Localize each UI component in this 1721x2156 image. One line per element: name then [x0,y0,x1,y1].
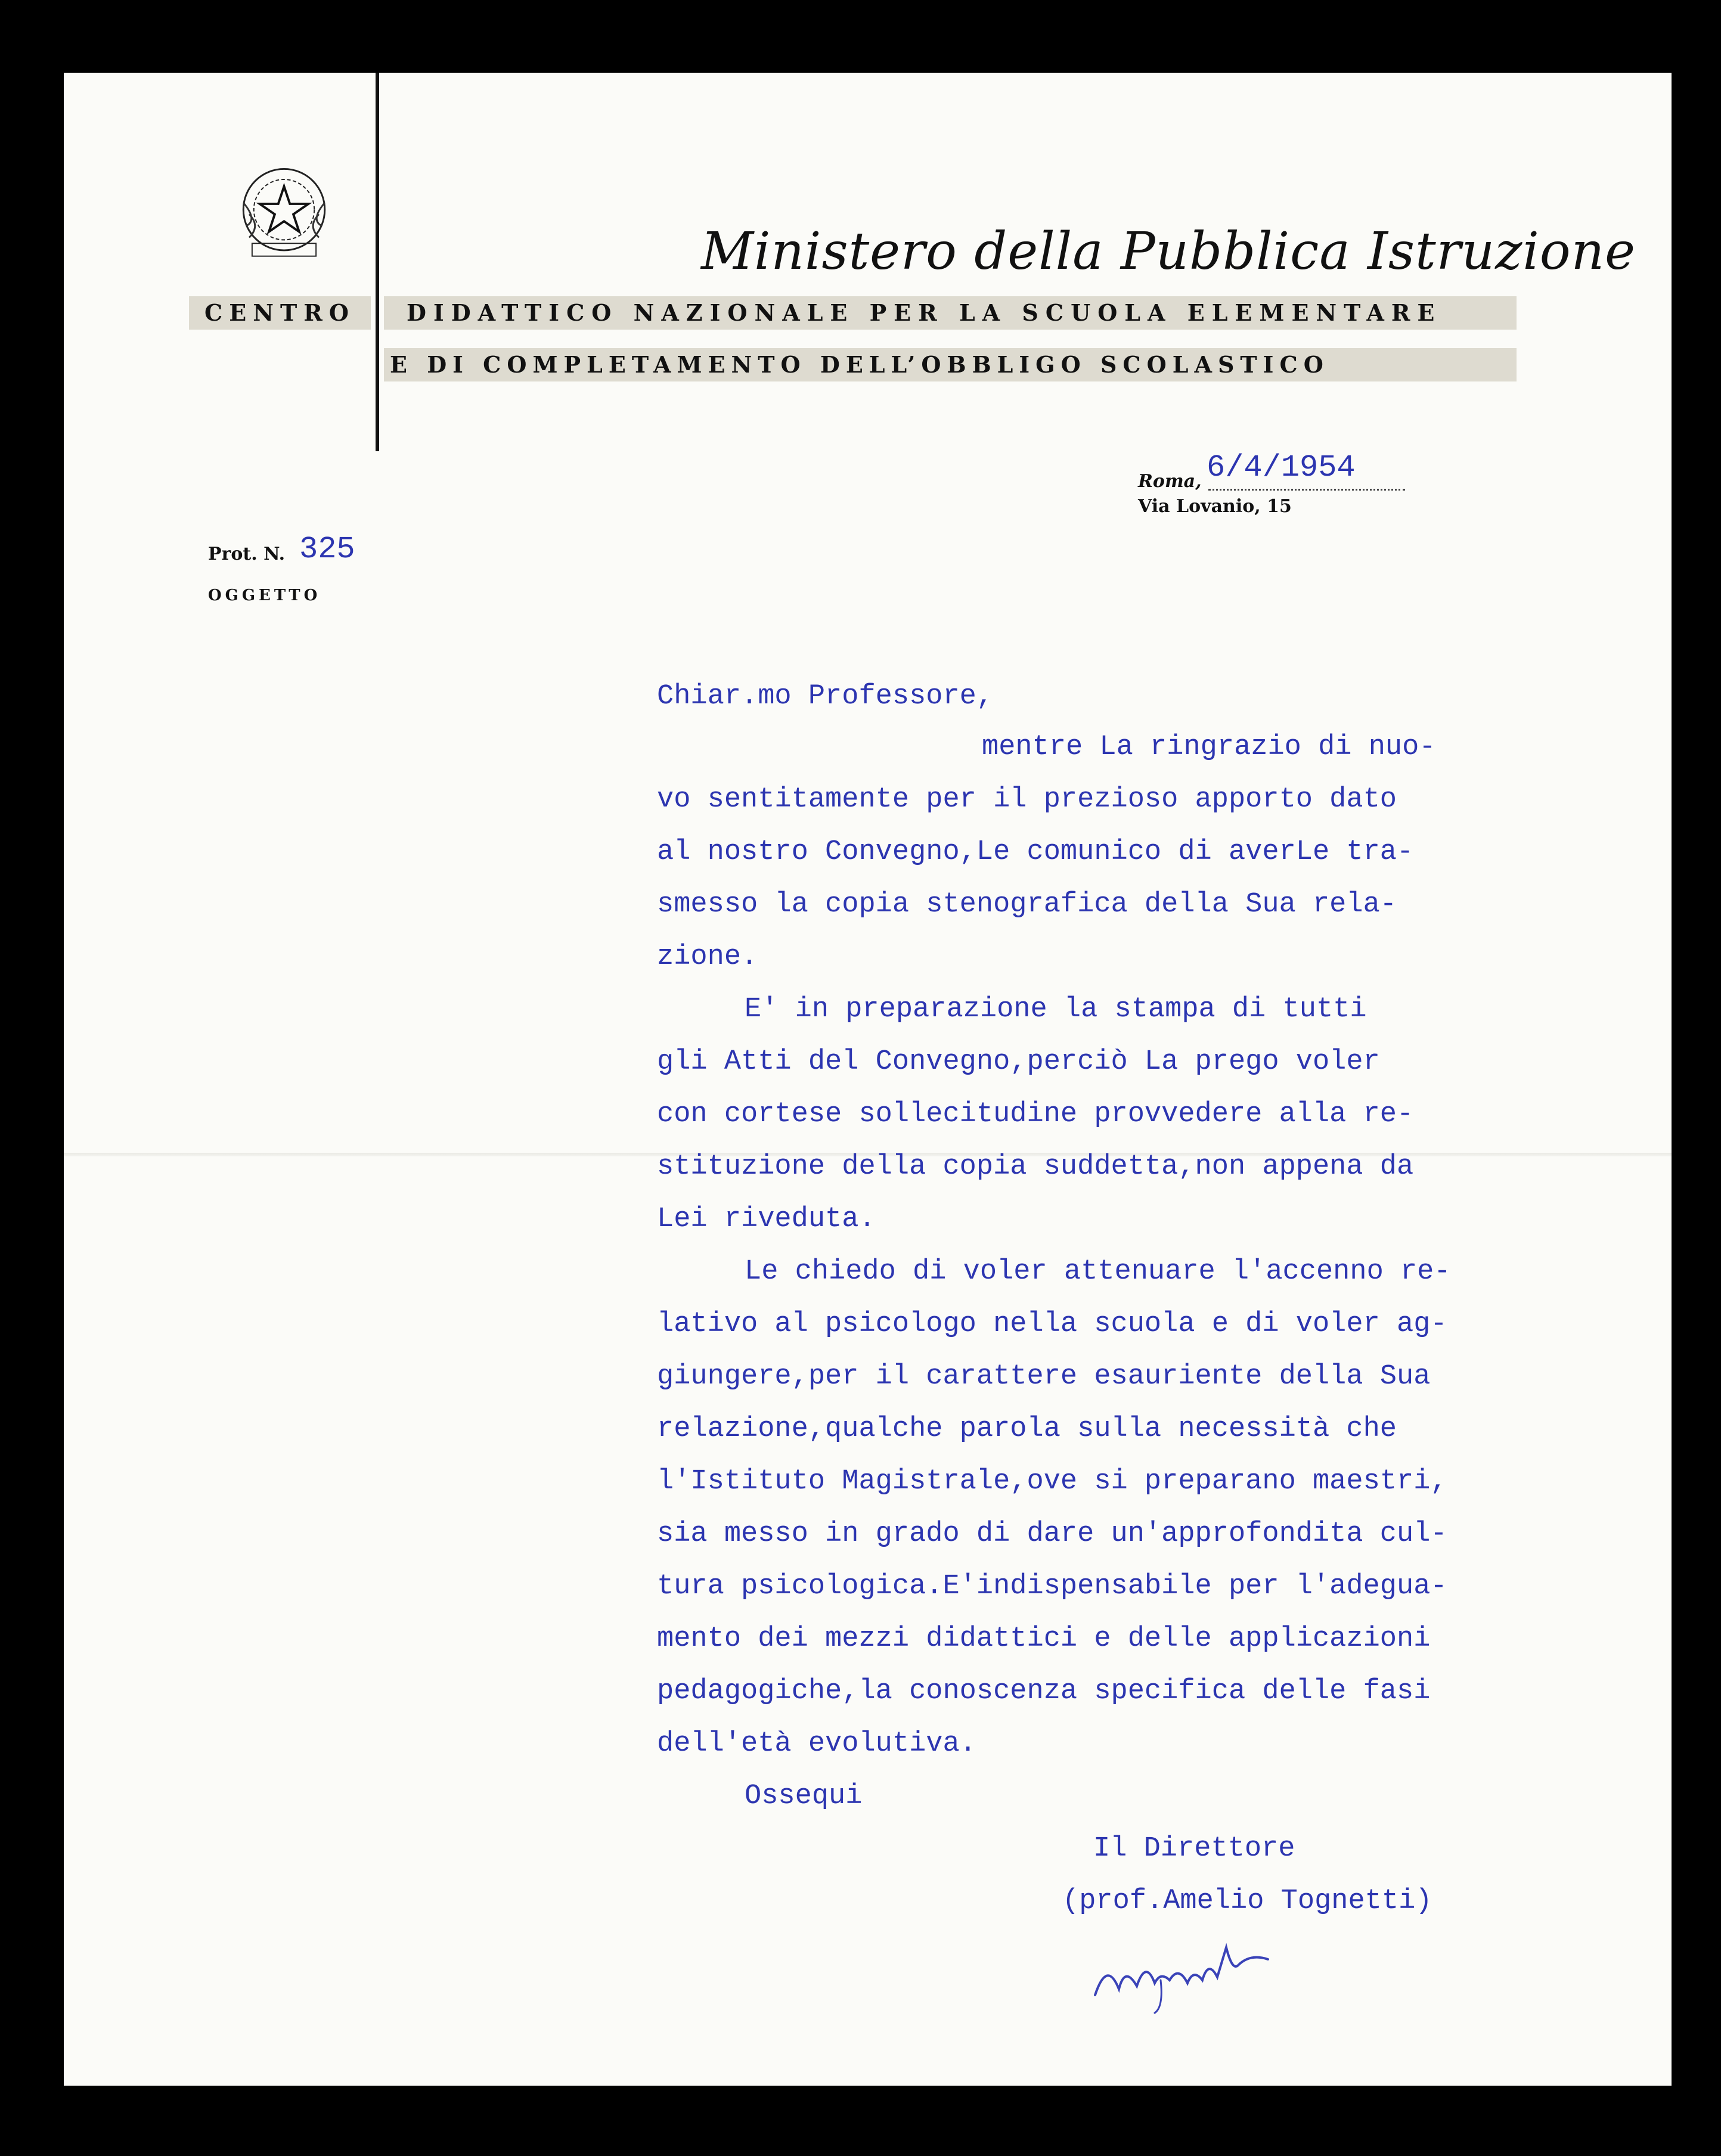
body-line: smesso la copia stenografica della Sua rela- [657,889,1397,920]
body-line: mentre La ringrazio di nuo- [982,731,1436,763]
signer-name: (prof.Amelio Tognetti) [1062,1885,1432,1917]
place-label: Roma, [1138,471,1202,492]
letterhead-divider [376,73,379,451]
letter-sheet [64,73,1672,2086]
body-line: sia messo in grado di dare un'approfondita cul- [657,1518,1447,1550]
letterhead-centre-word: CENTRO [189,296,371,330]
date-dotted-line [1208,489,1405,491]
body-line: al nostro Convegno,Le comunico di averLe tra- [657,836,1414,868]
body-line: zione. [657,941,758,973]
ministry-title: Ministero della Pubblica Istruzione [700,222,1636,281]
italian-republic-emblem [226,156,342,272]
body-line: tura psicologica.E'indispensabile per l'adegua- [657,1571,1447,1602]
body-line: dell'età evolutiva. [657,1728,976,1760]
letterhead-line-2: E DI COMPLETAMENTO DELL’OBBLIGO SCOLASTICO [384,348,1517,381]
body-line: mento dei mezzi didattici e delle applicazioni [657,1623,1431,1655]
subject-label: OGGETTO [208,587,321,604]
body-line: lativo al psicologo nella scuola e di voler ag- [657,1308,1447,1340]
body-line: pedagogiche,la conoscenza specifica delle fasi [657,1676,1431,1707]
closing: Ossequi [745,1780,863,1812]
body-line: gli Atti del Convegno,perciò La prego voler [657,1046,1380,1078]
letterhead-line-1: DIDATTICO NAZIONALE PER LA SCUOLA ELEMENTARE [384,296,1517,330]
body-line: vo sentitamente per il prezioso apporto dato [657,784,1397,815]
address: Via Lovanio, 15 [1138,496,1292,517]
handwritten-signature [1089,1924,1280,2019]
body-line: relazione,qualche parola sulla necessità che [657,1413,1397,1445]
signer-title: Il Direttore [1093,1833,1295,1865]
body-line: Le chiedo di voler attenuare l'accenno re- [745,1256,1451,1288]
body-line: E' in preparazione la stampa di tutti [745,994,1367,1025]
salutation: Chiar.mo Professore, [657,681,994,712]
letter-date: 6/4/1954 [1207,450,1356,485]
body-line: Lei riveduta. [657,1203,876,1235]
body-line: con cortese sollecitudine provvedere alla re- [657,1099,1414,1130]
body-line: stituzione della copia suddetta,non appena da [657,1151,1414,1183]
body-line: giungere,per il carattere esauriente della Sua [657,1361,1431,1392]
protocol-label: Prot. N. [208,544,286,564]
body-line: l'Istituto Magistrale,ove si preparano maestri, [657,1466,1447,1497]
protocol-number: 325 [299,532,355,567]
